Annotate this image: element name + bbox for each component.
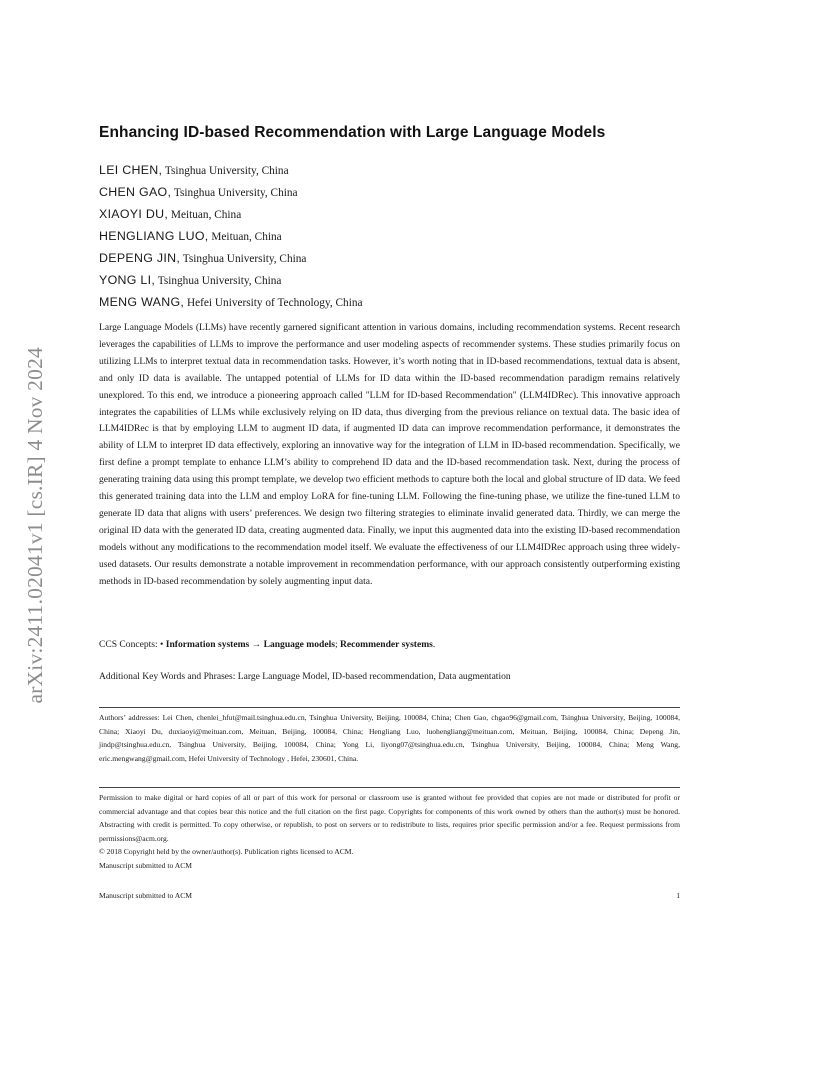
ccs-term: Recommender systems — [340, 639, 433, 650]
author-entry — [99, 182, 680, 204]
footnote-divider — [99, 787, 680, 788]
arxiv-identifier-stamp — [20, 297, 50, 753]
author-affiliation: Tsinghua University, China — [162, 165, 289, 177]
footnote-divider — [99, 707, 680, 708]
abstract-paragraph: Large Language Models (LLMs) have recently garnered significant attention in various domains, including recommendation systems. Recent research leverages the capabilities of LLMs to improve the performance and user modeling aspects of recommender systems. These studies primarily focus on utilizing LLMs to interpret textual data in recommendation tasks. However, it’s worth noting that in ID-based recommendations, textual data is absent, and only ID data is available. The untapped potential of LLMs for ID data within the ID-based recommendation paradigm remains relatively unexplored. To this end, we introduce a pioneering approach called "LLM for ID-based Recommendation" (LLM4IDRec). This innovative approach integrates the capabilities of LLMs while exclusively relying on ID data, thus diverging from the previous reliance on textual data. The basic idea of LLM4IDRec is that by employing LLM to augment ID data, if augmented ID data can improve recommendation performance, it demonstrates the ability of LLM to interpret ID data effectively, exploring an innovative way for the integration of LLM in ID-based recommendation. Specifically, we first define a prompt template to enhance LLM’s ability to comprehend ID data and the ID-based recommendation task. Next, during the process of generating training data using this prompt template, we develop two efficient methods to capture both the local and global structure of ID data. We feed this generated training data into the LLM and employ LoRA for fine-tuning LLM. Following the fine-tuning phase, we utilize the fine-tuned LLM to generate ID data that aligns with users’ preferences. We design two filtering strategies to eliminate invalid generated data. Thirdly, we can merge the original ID data with the generated ID data, creating augmented data. Finally, we input this augmented data into the existing ID-based recommendation models without any modifications to the recommendation model itself. We evaluate the effectiveness of our LLM4IDRec approach using three widely-used datasets. Our results demonstrate a notable improvement in recommendation performance, with our approach consistently outperforming existing methods in ID-based recommendation by solely augmenting input data. — [99, 322, 680, 587]
author-entry — [99, 292, 680, 314]
author-name: YONG LI, — [99, 273, 156, 287]
permission-notice — [99, 791, 680, 873]
author-entry — [99, 248, 680, 270]
author-affiliation: Tsinghua University, China — [180, 253, 307, 265]
permission-text: Permission to make digital or hard copies of all or part of this work for personal or classroom use is granted without fee provided that copies are not made or distributed for profit or commercial advantage and that copies bear this notice and the full citation on the first page. Copyrights for components of this work owned by others than the author(s) must be honored. Abstracting with credit is permitted. To copy otherwise, or republish, to post on servers or to redistribute to lists, requires prior specific permission and/or a fee. Request permissions from permissions@acm.org. — [99, 793, 680, 843]
author-entry — [99, 226, 680, 248]
paper-title: Enhancing ID-based Recommendation with Large Language Models — [99, 124, 606, 141]
ccs-term: Language models — [263, 639, 335, 650]
author-affiliation: Tsinghua University, China — [155, 275, 282, 287]
author-affiliation: Meituan, China — [168, 209, 242, 221]
page-number: 1 — [676, 891, 680, 900]
author-name: HENGLIANG LUO, — [99, 229, 209, 243]
manuscript-note: Manuscript submitted to ACM — [99, 860, 193, 870]
copyright-line: © 2018 Copyright held by the owner/author(s). Publication rights licensed to ACM. — [99, 847, 354, 857]
ccs-term: Information systems — [165, 639, 250, 650]
author-affiliation: Hefei University of Technology, China — [184, 297, 363, 309]
author-affiliation: Meituan, China — [208, 231, 282, 243]
page-footer-venue: Manuscript submitted to ACM — [99, 891, 193, 900]
author-entry — [99, 270, 680, 292]
ccs-separator: ; — [334, 639, 340, 650]
ccs-concepts — [99, 639, 435, 650]
keywords-line: Additional Key Words and Phrases: Large Language Model, ID-based recommendation, Data augmentation — [99, 671, 511, 682]
author-name: MENG WANG, — [99, 295, 185, 309]
ccs-prefix: CCS Concepts: • — [99, 639, 166, 650]
author-entry — [99, 160, 680, 182]
author-name: LEI CHEN, — [99, 163, 163, 177]
author-addresses: Authors’ addresses: Lei Chen, chenlei_hfut@mail.tsinghua.edu.cn, Tsinghua University, Beijing, 100084, China; Chen Gao, chgao96@gmail.com, Tsinghua University, Beijing, 100084, China; Xiaoyi Du, duxiaoyi@meituan.com, Meituan, Beijing, 100084, China; Hengliang Luo, luohengliang@meituan.com, Meituan, Beijing, 100084, China; Depeng Jin, jindp@tsinghua.edu.cn, Tsinghua University, Beijing, 100084, China; Yong Li, liyong07@tsinghua.edu.cn, Tsinghua University, Beijing, 100084, China; Meng Wang, eric.mengwang@gmail.com, Hefei University of Technology , Hefei, 230601, China. — [99, 713, 680, 763]
author-affiliation: Tsinghua University, China — [171, 187, 298, 199]
ccs-arrow: → — [249, 639, 264, 650]
author-name: DEPENG JIN, — [99, 251, 181, 265]
arxiv-identifier-text: arXiv:2411.02041v1 [cs.IR] 4 Nov 2024 — [22, 346, 47, 704]
ccs-end: . — [432, 639, 436, 650]
author-name: CHEN GAO, — [99, 185, 172, 199]
author-list — [99, 160, 680, 314]
author-entry — [99, 204, 680, 226]
author-name: XIAOYI DU, — [99, 207, 169, 221]
